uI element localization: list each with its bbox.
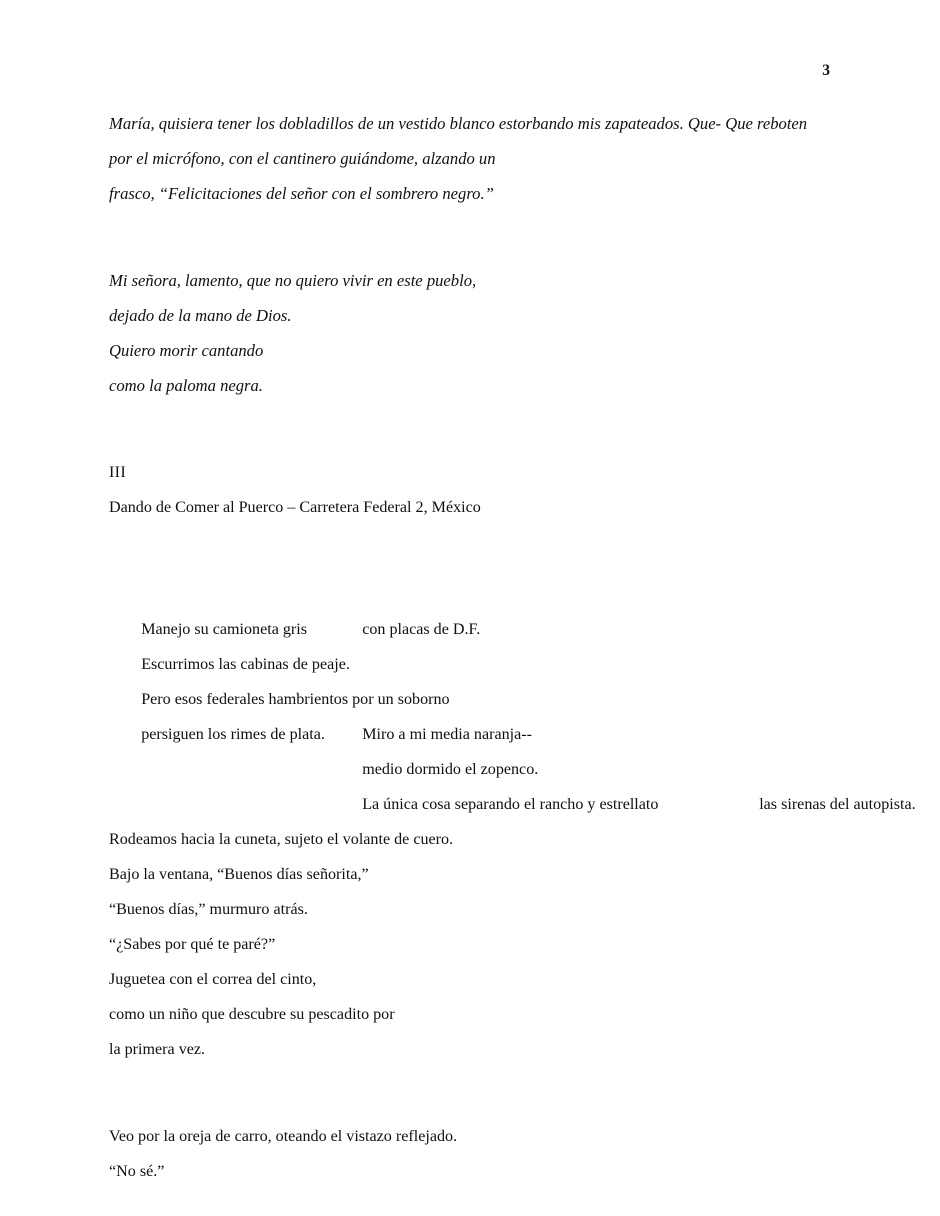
poem-line: “¿Sabes por qué te paré?” (109, 936, 276, 953)
poem-line: María, quisiera tener los dobladillos de un vestido blanco estorbando mis zapateados. Que- Que reboten (109, 114, 808, 133)
poem-line: Juguetea con el correa del cinto, (109, 971, 317, 988)
poem-line: como la paloma negra. (109, 376, 263, 395)
poem-line: Bajo la ventana, “Buenos días señorita,” (109, 866, 369, 883)
poem-line: Quiero morir cantando (109, 341, 264, 360)
document-body (109, 106, 916, 1189)
stanza-spacer (109, 1102, 839, 1119)
poem-line: por el micrófono, con el cantinero guiándome, alzando un (109, 149, 496, 168)
poem-line-column-b: La única cosa separando el rancho y estrellato (362, 796, 659, 813)
stanza-spacer (109, 438, 839, 455)
poem-line: la primera vez. (109, 1041, 206, 1058)
section-heading (109, 455, 839, 525)
stanza-spacer (109, 403, 839, 438)
section-title: Dando de Comer al Puerco – Carretera Federal 2, México (109, 499, 481, 516)
poem-line-column-a: Escurrimos las cabinas de peaje. (141, 656, 350, 673)
poem-line-column-a: Pero esos federales hambrientos por un soborno (141, 691, 450, 708)
stanza-4 (109, 822, 839, 1067)
poem-line: “Buenos días,” murmuro atrás. (109, 901, 308, 918)
stanza-2 (109, 263, 839, 403)
stanza-1 (109, 106, 839, 211)
poem-line: como un niño que descubre su pescadito por (109, 1006, 395, 1023)
stanza-spacer (109, 525, 839, 560)
stanza-spacer (109, 246, 839, 263)
poem-line-column-c: las sirenas del autopista. (759, 796, 916, 813)
poem-line-column-b: Miro a mi media naranja-- (362, 726, 532, 743)
poem-line: Rodeamos hacia la cuneta, sujeto el volante de cuero. (109, 831, 454, 848)
stanza-5 (109, 1119, 839, 1189)
poem-line: Mi señora, lamento, que no quiero vivir en este pueblo, (109, 271, 477, 290)
poem-line-column-a: Manejo su camioneta gris (141, 621, 307, 638)
stanza-spacer (109, 211, 839, 246)
poem-line-column-a: persiguen los rimes de plata. (141, 726, 325, 743)
section-numeral: III (109, 464, 126, 481)
poem-line (109, 577, 839, 638)
poem-line-column-b: con placas de D.F. (362, 621, 481, 638)
stanza-spacer (109, 1067, 839, 1102)
stanza-spacer (109, 560, 839, 577)
poem-line: Veo por la oreja de carro, oteando el vistazo reflejado. (109, 1128, 458, 1145)
poem-line: frasco, “Felicitaciones del señor con el sombrero negro.” (109, 184, 494, 203)
poem-line: “No sé.” (109, 1163, 165, 1180)
page-number: 3 (822, 62, 830, 79)
poem-line: dejado de la mano de Dios. (109, 306, 292, 325)
stanza-3 (109, 577, 916, 813)
poem-line-column-b: medio dormido el zopenco. (362, 761, 539, 778)
